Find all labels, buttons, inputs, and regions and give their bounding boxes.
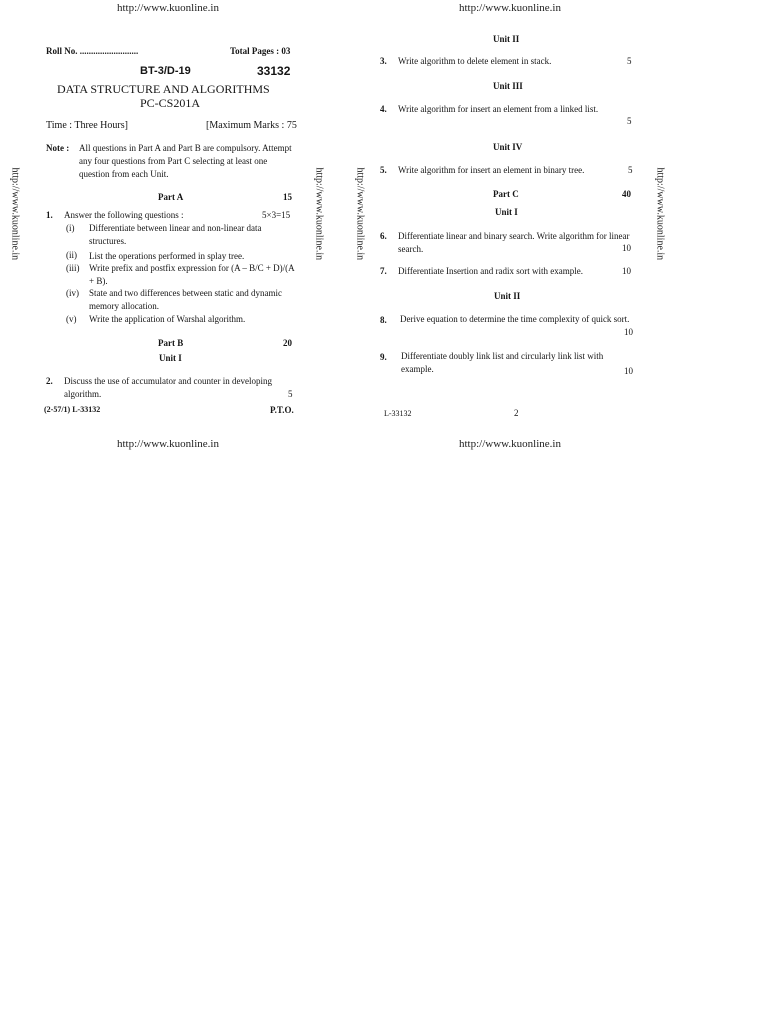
paper-number: 33132 (257, 64, 291, 78)
q7-text: Differentiate Insertion and radix sort with example. (398, 266, 584, 276)
unit-ii-heading: Unit II (494, 291, 521, 301)
part-b-marks: 20 (283, 338, 292, 348)
q1-marks: 5×3=15 (262, 210, 291, 220)
q9-number: 9. (380, 352, 387, 362)
q6-number: 6. (380, 231, 387, 241)
roll-no: Roll No. .......................... (46, 46, 139, 56)
maximum-marks: [Maximum Marks : 75 (206, 120, 297, 131)
q2-text: Discuss the use of accumulator and counter in developing algorithm. (64, 376, 272, 399)
watermark-bottom-left: http://www.kuonline.in (117, 438, 219, 450)
q5-marks: 5 (628, 165, 633, 175)
watermark-vertical-2: http://www.kuonline.in (313, 167, 325, 261)
unit-iv-heading: Unit IV (493, 142, 523, 152)
q1-item-text: Differentiate between linear and non-linear data structures. (89, 223, 262, 246)
q1-item-text: List the operations performed in splay tree. (89, 251, 245, 261)
q8-marks: 10 (624, 327, 633, 337)
q6-text: Differentiate linear and binary search. Write algorithm for linear search. (398, 231, 630, 254)
exam-code: BT-3/D-19 (140, 65, 191, 77)
part-a-label: Part A (158, 192, 184, 202)
unit-ii-heading: Unit II (493, 34, 520, 44)
q4-text: Write algorithm for insert an element from a linked list. (398, 104, 599, 114)
page2-footer-number: 2 (514, 408, 519, 418)
q8-number: 8. (380, 315, 387, 325)
total-pages: Total Pages : 03 (230, 46, 291, 56)
q1-item-num: (v) (66, 314, 77, 324)
part-b-unit: Unit I (159, 353, 182, 363)
page2-footer-code: L-33132 (384, 409, 412, 418)
q3-text: Write algorithm to delete element in stack. (398, 56, 552, 66)
q7-number: 7. (380, 266, 387, 276)
page1-footer-pto: P.T.O. (270, 405, 294, 415)
q5-number: 5. (380, 165, 387, 175)
part-c-unit: Unit I (495, 207, 518, 217)
q1-item-num: (ii) (66, 250, 77, 260)
q1-text: Answer the following questions : (64, 210, 184, 220)
q6-marks: 10 (622, 243, 631, 253)
watermark-vertical-4: http://www.kuonline.in (654, 167, 666, 261)
q1-number: 1. (46, 210, 53, 220)
exam-title: DATA STRUCTURE AND ALGORITHMS (57, 82, 270, 96)
q1-item-num: (i) (66, 223, 75, 233)
q9-text: Differentiate doubly link list and circularly link list with example. (401, 351, 604, 374)
q5-text: Write algorithm for insert an element in binary tree. (398, 165, 585, 175)
watermark-top-right: http://www.kuonline.in (459, 2, 561, 14)
part-c-label: Part C (493, 189, 519, 199)
subject-code: PC-CS201A (140, 96, 201, 110)
page1-footer-left: (2-57/1) L-33132 (44, 405, 101, 414)
watermark-vertical-1: http://www.kuonline.in (9, 167, 21, 261)
part-c-marks: 40 (622, 189, 631, 199)
q1-item-num: (iv) (66, 288, 79, 298)
q4-number: 4. (380, 104, 387, 114)
unit-iii-heading: Unit III (493, 81, 523, 91)
q2-number: 2. (46, 376, 53, 386)
q3-number: 3. (380, 56, 387, 66)
q1-item-text: Write the application of Warshal algorithm. (89, 314, 246, 324)
part-b-label: Part B (158, 338, 184, 348)
time-allowed: Time : Three Hours] (46, 120, 128, 131)
q3-marks: 5 (627, 56, 632, 66)
q7-marks: 10 (622, 266, 631, 276)
q1-item-text: State and two differences between static and dynamic memory allocation. (89, 288, 283, 311)
q2-marks: 5 (288, 389, 293, 399)
q1-item-text: Write prefix and postfix expression for (A – B/C + D)/(A + B). (89, 263, 295, 286)
part-a-marks: 15 (283, 192, 292, 202)
watermark-top-left: http://www.kuonline.in (117, 2, 219, 14)
q9-marks: 10 (624, 366, 633, 376)
q4-marks: 5 (627, 116, 632, 126)
note-label: Note : (46, 143, 70, 153)
note-text: All questions in Part A and Part B are compulsory. Attempt any four questions from Part C selecting at least one question from each Unit. (79, 143, 292, 179)
q8-text: Derive equation to determine the time complexity of quick sort. (400, 314, 630, 324)
watermark-vertical-3: http://www.kuonline.in (354, 167, 366, 261)
q1-item-num: (iii) (66, 263, 80, 273)
watermark-bottom-right: http://www.kuonline.in (459, 438, 561, 450)
